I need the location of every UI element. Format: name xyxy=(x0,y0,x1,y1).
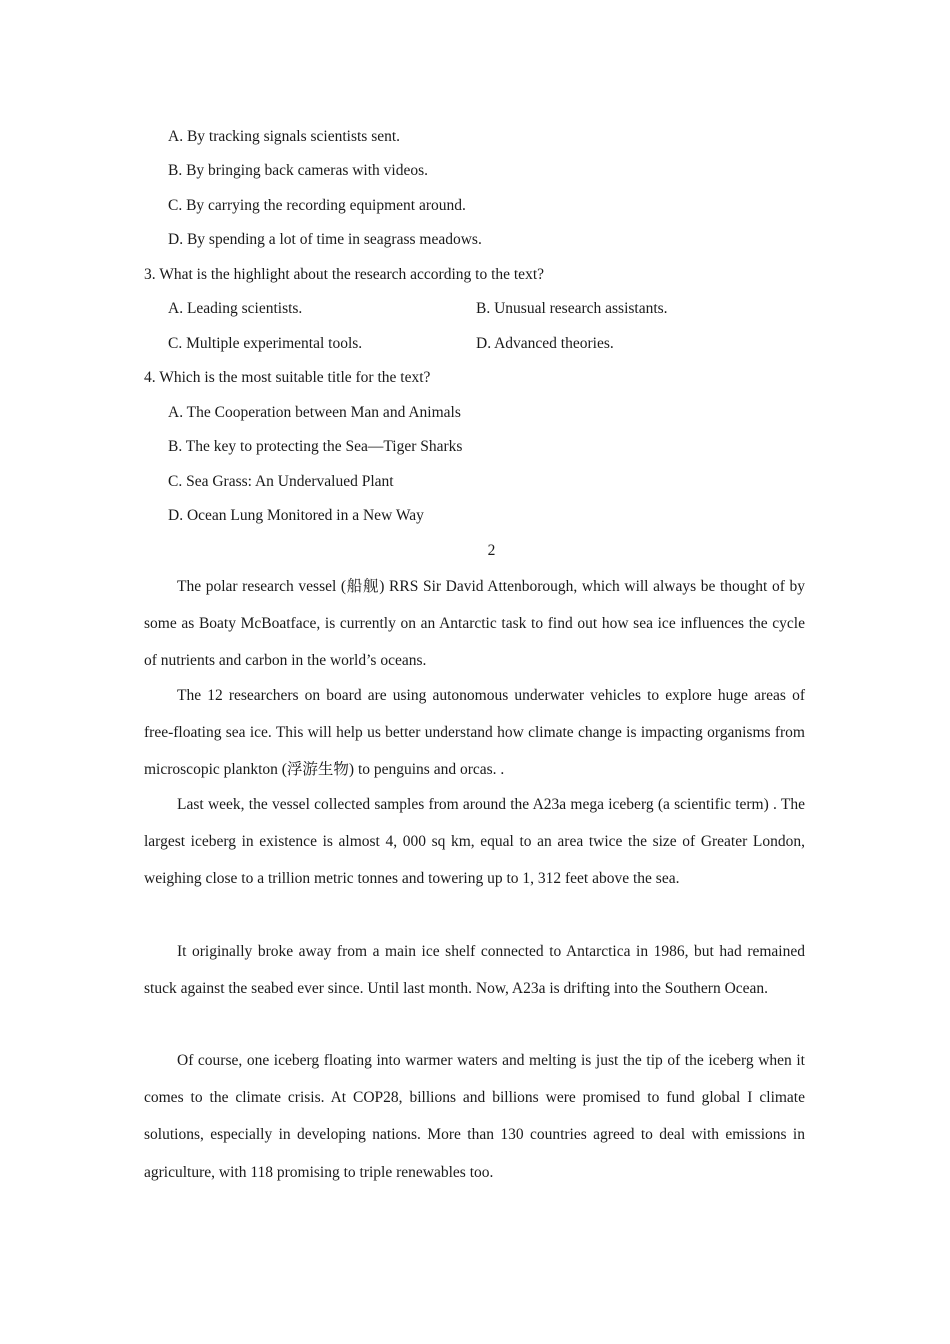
passage-paragraph-4: It originally broke away from a main ice shelf connected to Antarctica in 1986, but had remained stuck against the seabed ever since. Until last month. Now, A23a is drifting into the Southern Ocean. xyxy=(144,943,805,998)
passage-paragraph-1: The polar research vessel (船舰) RRS Sir David Attenborough, which will always be thought of by some as Boaty McBoatface, is currently on an Antarctic task to find out how sea ice influences the cycle of nutrients and carbon in the world’s oceans. xyxy=(144,578,805,670)
q4-option-b: B. The key to protecting the Sea—Tiger Sharks xyxy=(168,438,463,455)
q3-option-d: D. Advanced theories. xyxy=(476,335,614,352)
passage-paragraph-5: Of course, one iceberg floating into warmer waters and melting is just the tip of the iceberg when it comes to the climate crisis. At COP28, billions and billions were promised to fund global I climate solutions, especially in developing nations. More than 130 countries agreed to deal with emissions in agriculture, with 118 promising to triple renewables too. xyxy=(144,1052,805,1181)
q2-option-d: D. By spending a lot of time in seagrass meadows. xyxy=(168,231,482,248)
q3-option-a: A. Leading scientists. xyxy=(168,300,303,317)
q2-option-a: A. By tracking signals scientists sent. xyxy=(168,128,401,145)
q4-option-c: C. Sea Grass: An Undervalued Plant xyxy=(168,473,394,490)
q4-option-a: A. The Cooperation between Man and Animals xyxy=(168,404,461,421)
q4-stem: 4. Which is the most suitable title for the text? xyxy=(144,369,431,386)
q4-option-d: D. Ocean Lung Monitored in a New Way xyxy=(168,507,424,524)
q3-option-b: B. Unusual research assistants. xyxy=(476,300,668,317)
passage-paragraph-2: The 12 researchers on board are using autonomous underwater vehicles to explore huge areas of free-floating sea ice. This will help us better understand how climate change is impacting organisms from microscopic plankton (浮游生物) to penguins and orcas. . xyxy=(144,687,805,779)
passage-paragraph-3: Last week, the vessel collected samples from around the A23a mega iceberg (a scientific term) . The largest iceberg in existence is almost 4, 000 sq km, equal to an area twice the size of Greater London, weighing close to a trillion metric tonnes and towering up to 1, 312 feet above the sea. xyxy=(144,796,805,888)
section-number: 2 xyxy=(487,542,496,559)
q3-option-c: C. Multiple experimental tools. xyxy=(168,335,363,352)
q2-option-c: C. By carrying the recording equipment around. xyxy=(168,197,466,214)
q3-stem: 3. What is the highlight about the research according to the text? xyxy=(144,266,545,283)
q2-option-b: B. By bringing back cameras with videos. xyxy=(168,162,429,179)
